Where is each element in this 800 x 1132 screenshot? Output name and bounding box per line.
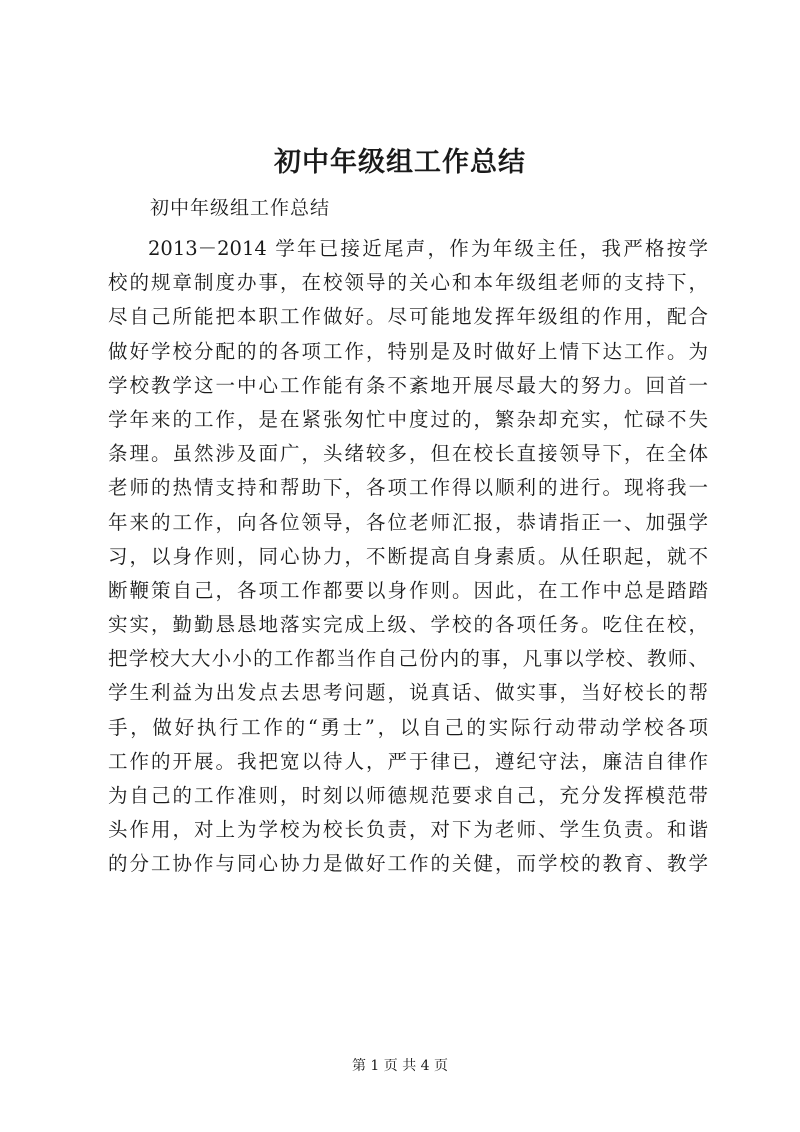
body-line: 实实，勤勤恳恳地落实完成上级、学校的各项任务。吃住在校， <box>108 613 708 637</box>
body-line: 做好学校分配的的各项工作，特别是及时做好上情下达工作。为 <box>108 339 708 363</box>
body-line: 条理。虽然涉及面广，头绪较多，但在校长直接领导下，在全体 <box>108 442 708 466</box>
body-line: 尽自己所能把本职工作做好。尽可能地发挥年级组的作用，配合 <box>108 305 708 329</box>
body-line: 2013－2014 学年已接近尾声，作为年级主任，我严格按学 <box>148 237 708 260</box>
body-line: 习，以身作则，同心协力，不断提高自身素质。从任职起，就不 <box>108 544 708 568</box>
body-line: 断鞭策自己，各项工作都要以身作则。因此，在工作中总是踏踏 <box>108 578 708 602</box>
body-line: 工作的开展。我把宽以待人，严于律已，遵纪守法，廉洁自律作 <box>108 749 708 773</box>
body-line: 学生利益为出发点去思考问题，说真话、做实事，当好校长的帮 <box>108 681 708 705</box>
body-line: 学年来的工作，是在紧张匆忙中度过的，繁杂却充实，忙碌不失 <box>108 407 708 431</box>
document-subtitle: 初中年级组工作总结 <box>150 197 331 219</box>
document-title: 初中年级组工作总结 <box>274 147 526 178</box>
body-line: 把学校大大小小的工作都当作自己份内的事，凡事以学校、教师、 <box>108 647 708 671</box>
body-text <box>108 232 708 882</box>
body-line: 校的规章制度办事，在校领导的关心和本年级组老师的支持下， <box>108 271 708 295</box>
page-number-footer: 第 1 页 共 4 页 <box>351 1058 449 1074</box>
body-line: 老师的热情支持和帮助下，各项工作得以顺利的进行。现将我一 <box>108 476 708 500</box>
body-line: 为自己的工作准则，时刻以师德规范要求自己，充分发挥模范带 <box>108 784 708 807</box>
body-line: 的分工协作与同心协力是做好工作的关健，而学校的教育、教学 <box>108 852 708 876</box>
body-line: 头作用，对上为学校为校长负责，对下为老师、学生负责。和谐 <box>108 818 708 842</box>
body-line: 学校教学这一中心工作能有条不紊地开展尽最大的努力。回首一 <box>108 373 708 397</box>
body-line: 手，做好执行工作的“勇士”，以自己的实际行动带动学校各项 <box>108 715 708 739</box>
body-line: 年来的工作，向各位领导，各位老师汇报，恭请指正一、加强学 <box>108 510 708 534</box>
